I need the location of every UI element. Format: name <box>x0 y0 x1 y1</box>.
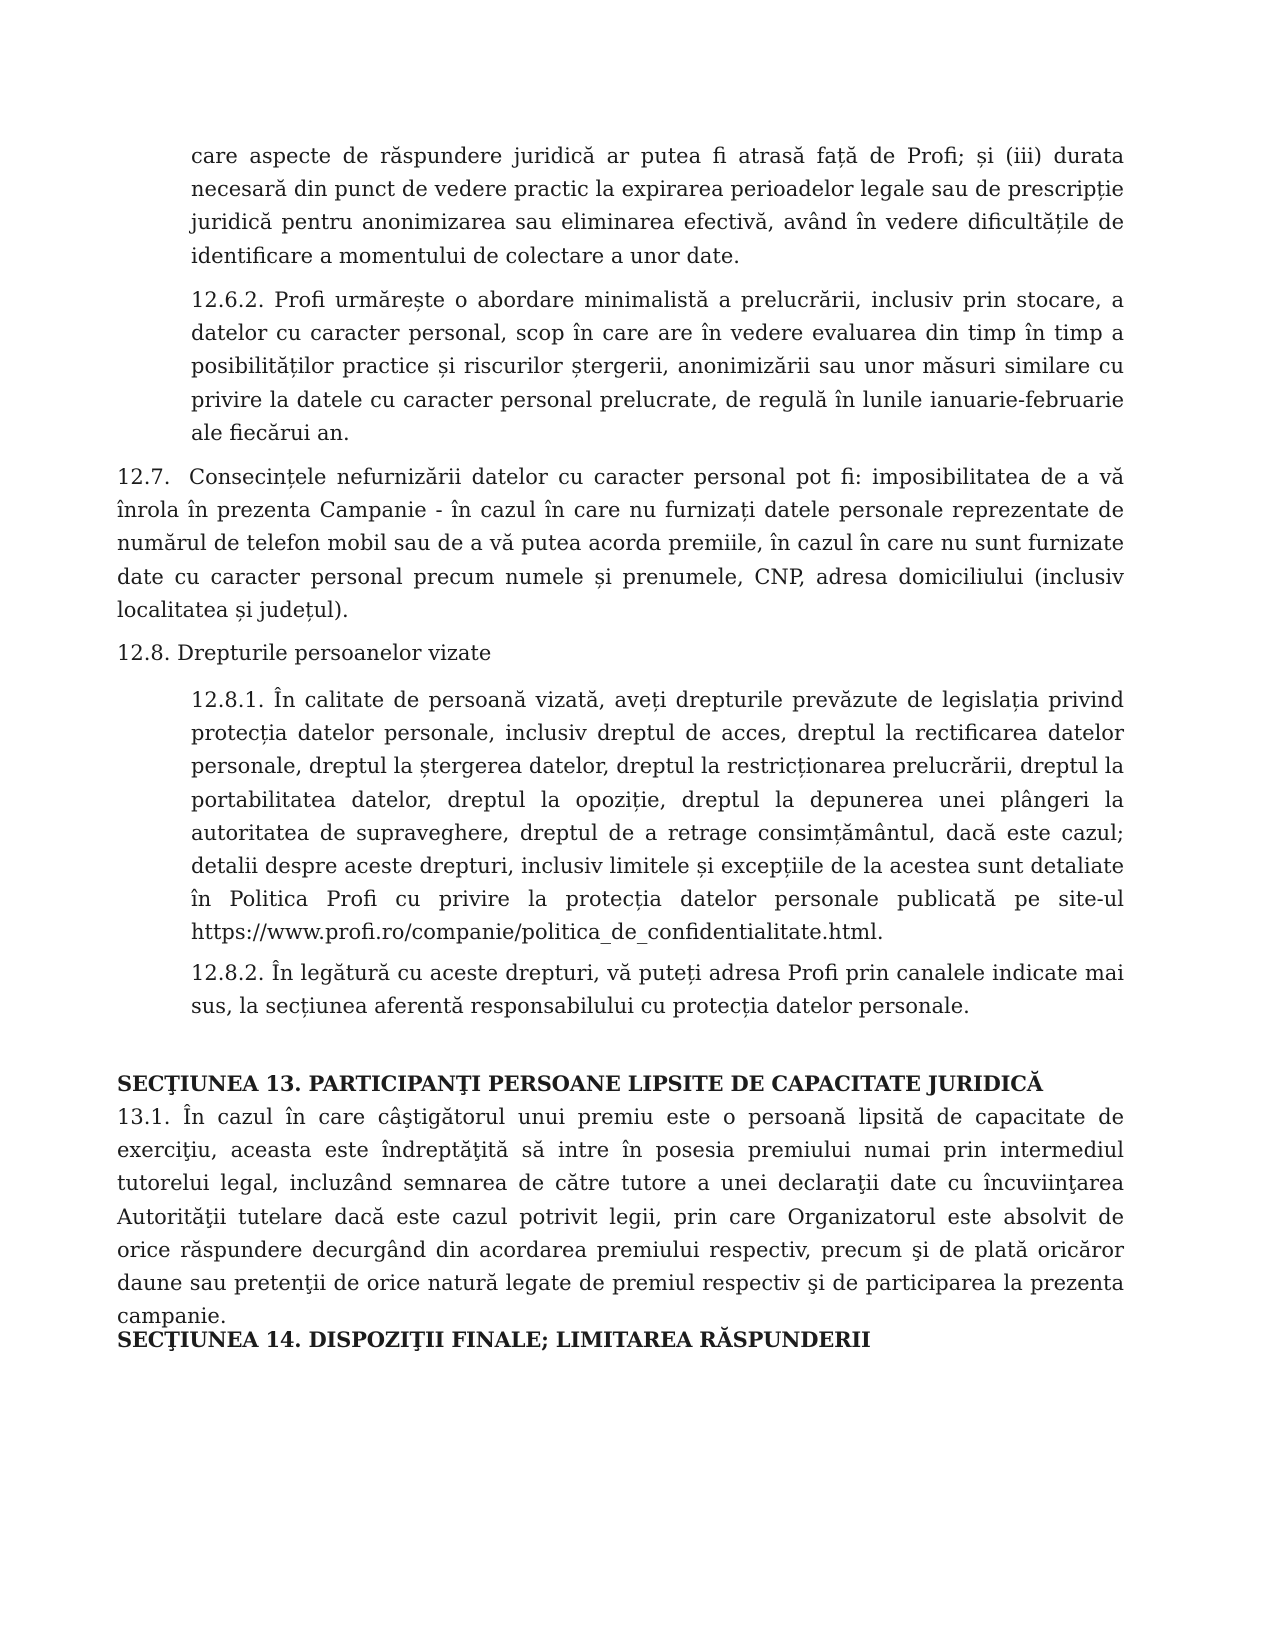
paragraph-12-7 <box>117 461 1124 627</box>
paragraph-12-6-2: 12.6.2. Profi urmărește o abordare minimalistă a prelucrării, inclusiv prin stocare, a datelor cu caracter personal, scop în care are în vedere evaluarea din timp în timp a posibilităților practice și riscurilor ștergerii, anonimizării sau unor măsuri similare cu privire la datele cu caracter personal prelucrate, de regulă în lunile ianuarie-februarie ale fiecărui an. <box>191 288 1124 445</box>
paragraph-13-1: 13.1. În cazul în care câştigătorul unui premiu este o persoană lipsită de capacitate de exerciţiu, aceasta este îndreptăţită să intre în posesia premiului numai prin intermediul tutorelui legal, incluzând semnarea de către tutore a unei declaraţii date cu încuviinţarea Autorităţii tutelare dacă este cazul potrivit legii, prin care Organizatorul este absolvit de orice răspundere decurgând din acordarea premiului respectiv, precum şi de plată oricăror daune sau pretenţii de orice natură legate de premiul respectiv şi de participarea la prezenta campanie. <box>117 1105 1124 1329</box>
paragraph-12-8-1: 12.8.1. În calitate de persoană vizată, aveți drepturile prevăzute de legislația privind protecția datelor personale, inclusiv dreptul de acces, dreptul la rectificarea datelor personale, dreptul la ștergerea datelor, dreptul la restricționarea prelucrării, dreptul la portabilitatea datelor, dreptul la opoziție, dreptul la depunerea unei plângeri la autoritatea de supraveghere, dreptul de a retrage consimțământul, dacă este cazul; detalii despre aceste drepturi, inclusiv limitele și excepțiile de la acestea sunt detaliate în Politica Profi cu privire la protecția datelor personale publicată pe site-ul https://www.profi.ro/companie/politica_de_confidentialitate.html. <box>191 688 1124 945</box>
paragraph-12-8-2: 12.8.2. În legătură cu aceste drepturi, vă puteți adresa Profi prin canalele indicate mai sus, la secțiunea aferentă responsabilului cu protecția datelor personale. <box>191 961 1124 1019</box>
paragraph-12-8-title: 12.8. Drepturile persoanelor vizate <box>117 641 492 665</box>
paragraph-12-6-1-continuation: care aspecte de răspundere juridică ar putea fi atrasă față de Profi; și (iii) durata necesară din punct de vedere practic la expirarea perioadelor legale sau de prescripție juridică pentru anonimizarea sau eliminarea efectivă, având în vedere dificultățile de identificare a momentului de colectare a unor date. <box>191 144 1124 268</box>
section-13-heading: SECŢIUNEA 13. PARTICIPANŢI PERSOANE LIPSITE DE CAPACITATE JURIDICĂ <box>117 1071 1043 1096</box>
paragraph-12-7-number: 12.7. <box>117 465 171 489</box>
section-14-heading: SECŢIUNEA 14. DISPOZIŢII FINALE; LIMITAREA RĂSPUNDERII <box>117 1327 871 1352</box>
paragraph-12-7-text: Consecințele nefurnizării datelor cu caracter personal pot fi: imposibilitatea de a vă înrola în prezenta Campanie - în cazul în care nu furnizați datele personale reprezentate de numărul de telefon mobil sau de a vă putea acorda premiile, în cazul în care nu sunt furnizate date cu caracter personal precum numele și prenumele, CNP, adresa domiciliului (inclusiv localitatea și județul). <box>117 465 1124 622</box>
